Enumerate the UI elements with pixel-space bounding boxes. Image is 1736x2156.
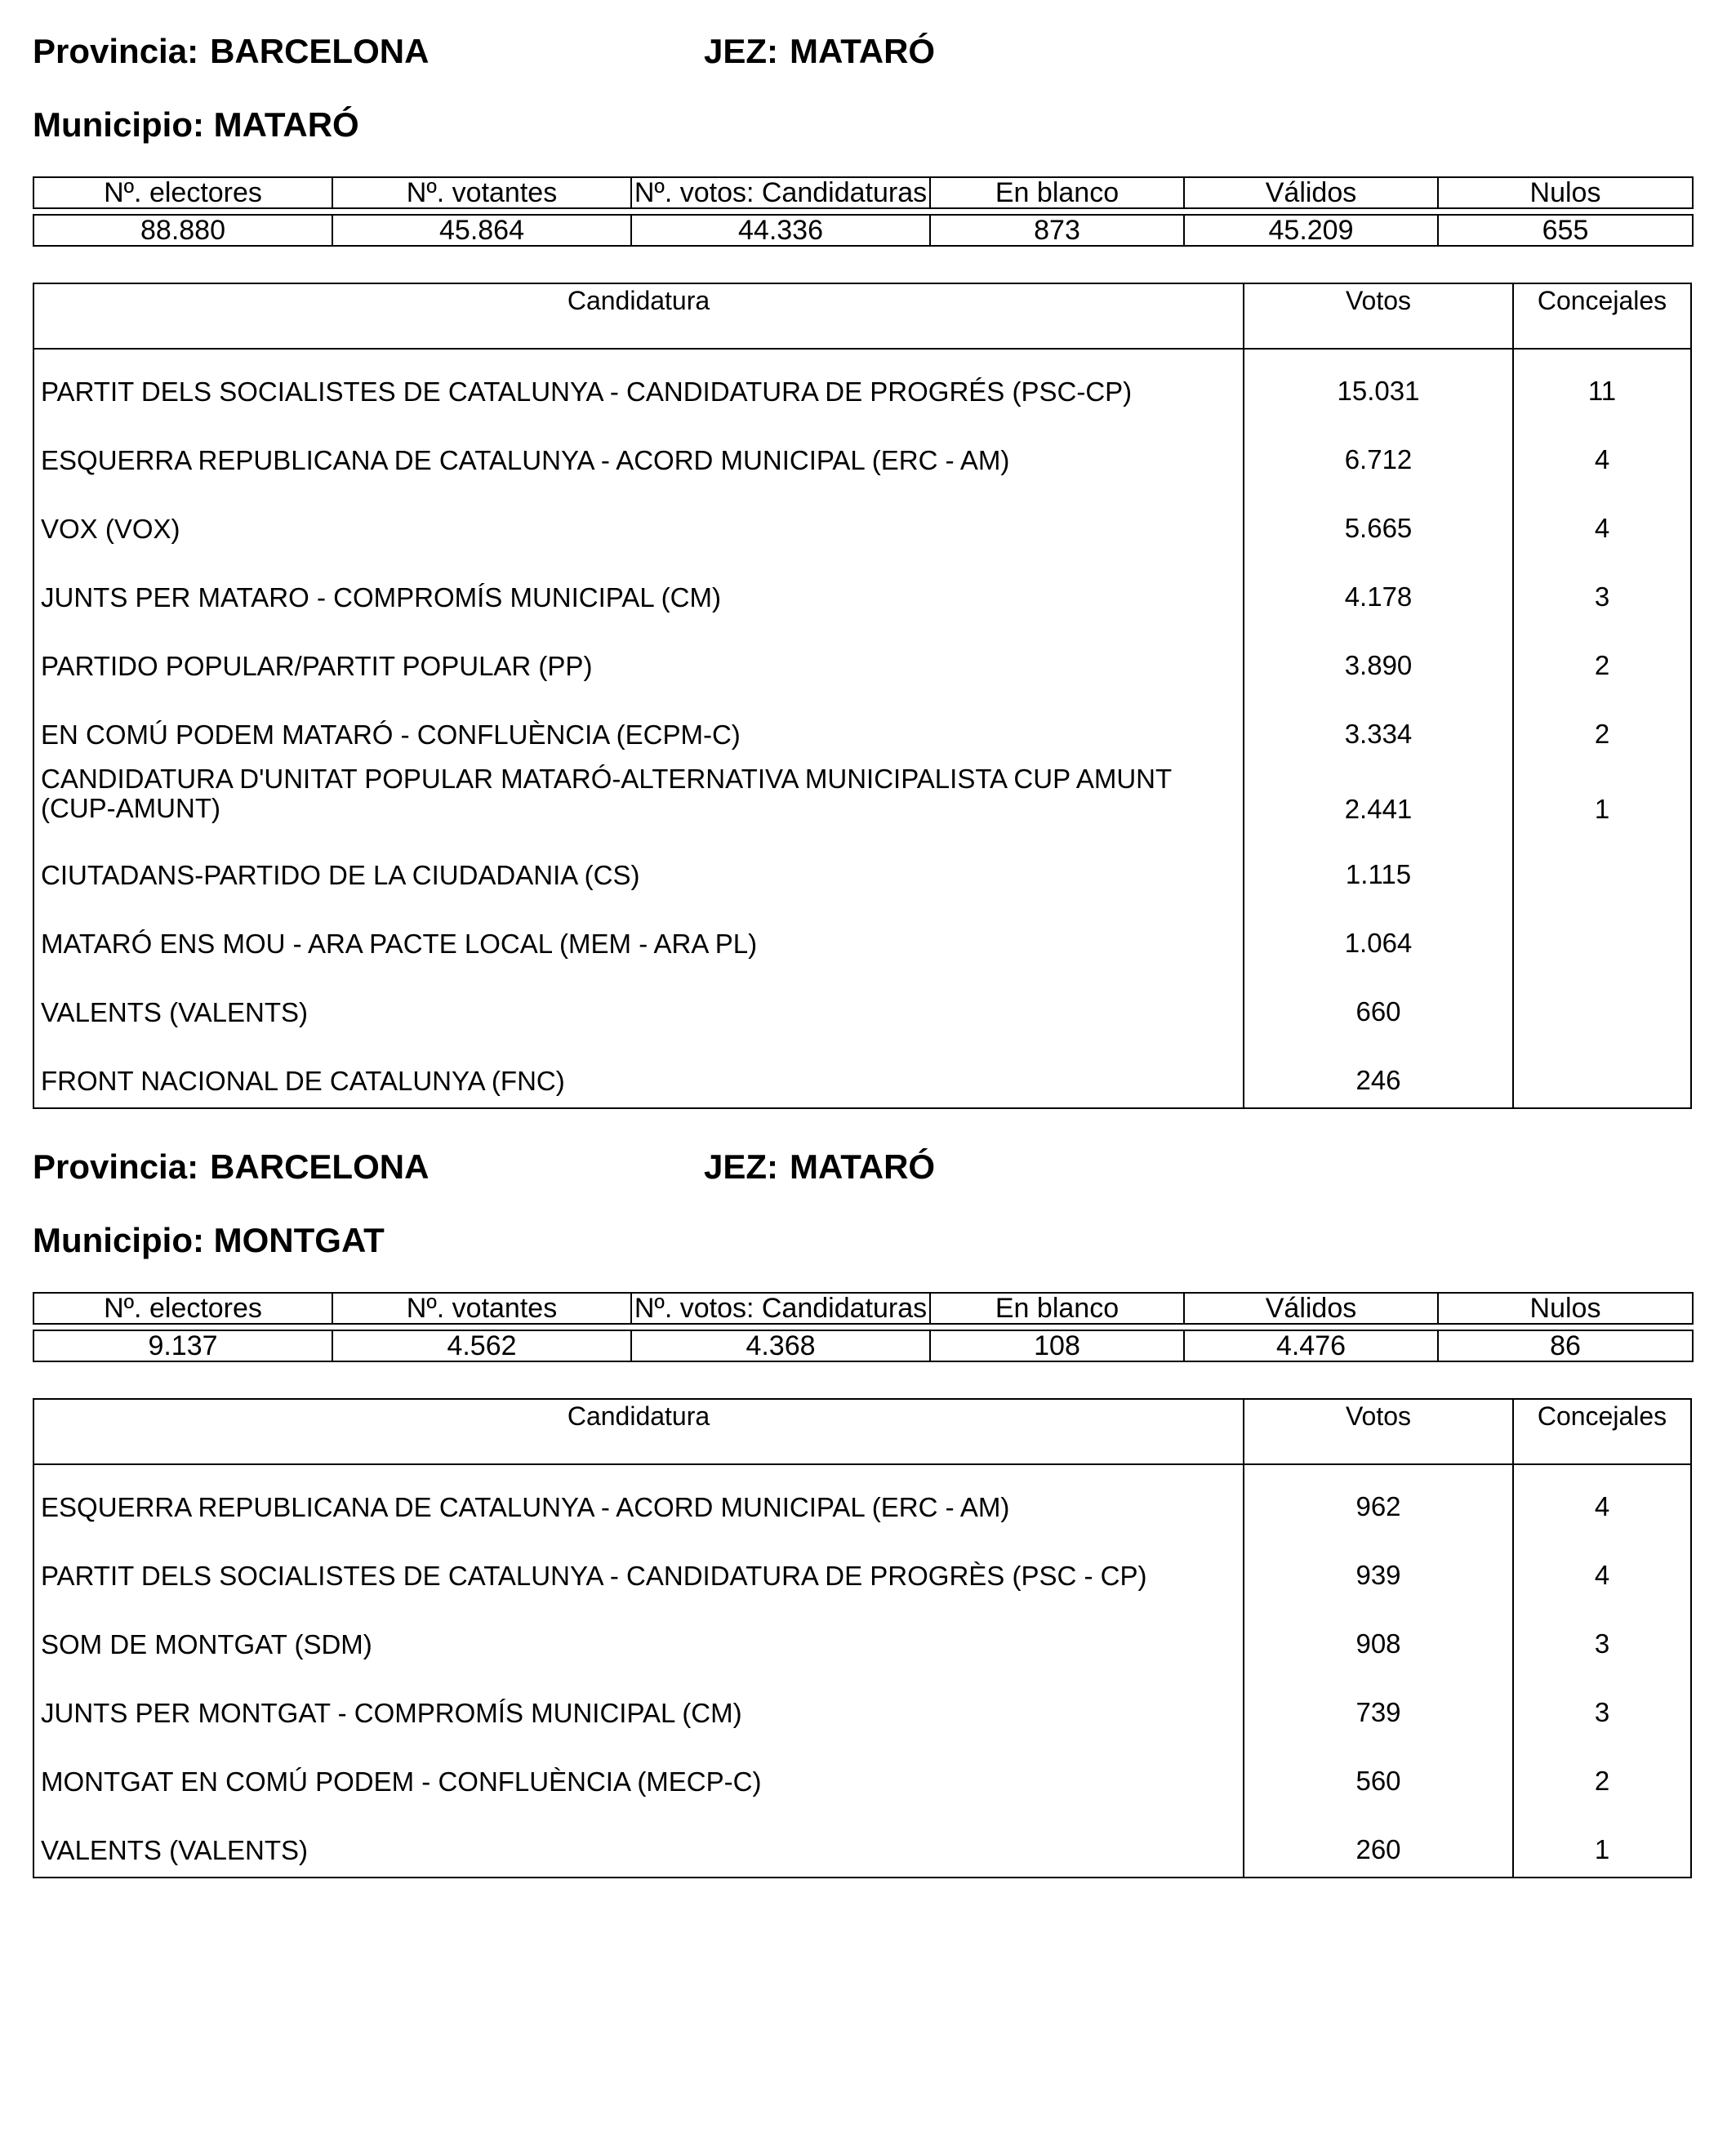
candidate-name: ESQUERRA REPUBLICANA DE CATALUNYA - ACORD MUNICIPAL (ERC - AM) <box>34 1465 1244 1534</box>
summary-header: Válidos <box>1184 177 1438 208</box>
candidate-seats <box>1514 833 1690 902</box>
candidate-name: MATARÓ ENS MOU - ARA PACTE LOCAL (MEM - ARA PL) <box>34 902 1244 970</box>
jez-heading <box>704 1147 935 1187</box>
candidate-votes: 908 <box>1244 1602 1514 1671</box>
candidate-name: SOM DE MONTGAT (SDM) <box>34 1602 1244 1671</box>
summary-electores: 88.880 <box>33 215 332 246</box>
table-row <box>34 833 1690 902</box>
candidate-votes: 3.890 <box>1244 624 1514 693</box>
summary-header-row <box>33 1293 1693 1324</box>
summary-value-row <box>33 1330 1693 1361</box>
provincia-heading <box>33 1147 429 1187</box>
candidate-seats: 3 <box>1594 581 1610 612</box>
header-candidatura: Candidatura <box>34 284 1244 348</box>
summary-header: Nulos <box>1438 177 1693 208</box>
candidate-name: PARTIT DELS SOCIALISTES DE CATALUNYA - CANDIDATURA DE PROGRÈS (PSC - CP) <box>34 1534 1244 1602</box>
summary-votos-candidaturas: 44.336 <box>631 215 930 246</box>
summary-en-blanco: 108 <box>930 1330 1184 1361</box>
jez-value: MATARÓ <box>790 32 936 70</box>
summary-en-blanco: 873 <box>930 215 1184 246</box>
summary-header: Nº. votantes <box>332 1293 631 1324</box>
summary-header: En blanco <box>930 1293 1184 1324</box>
candidate-votes: 246 <box>1244 1039 1514 1107</box>
table-row <box>34 1534 1690 1602</box>
candidate-votes: 260 <box>1244 1808 1514 1877</box>
table-row <box>34 487 1690 555</box>
candidate-seats: 4 <box>1594 513 1610 543</box>
municipio-value: MONTGAT <box>213 1221 385 1259</box>
candidate-seats: 1 <box>1594 794 1610 824</box>
candidates-header-row <box>34 284 1690 350</box>
summary-votantes: 4.562 <box>332 1330 631 1361</box>
provincia-value: BARCELONA <box>210 1147 430 1186</box>
candidate-seats: 2 <box>1594 650 1610 680</box>
table-row <box>34 1602 1690 1671</box>
provincia-heading <box>33 31 429 72</box>
table-row <box>34 1671 1690 1740</box>
summary-value-row <box>33 215 1693 246</box>
candidate-seats: 2 <box>1594 1766 1610 1796</box>
table-row <box>34 761 1690 833</box>
municipio-value: MATARÓ <box>213 105 359 144</box>
candidate-seats: 3 <box>1594 1628 1610 1659</box>
header-votos: Votos <box>1244 1400 1514 1463</box>
header-concejales: Concejales <box>1537 286 1667 315</box>
municipio-heading <box>33 1220 385 1261</box>
candidate-votes: 939 <box>1244 1534 1514 1602</box>
candidates-table <box>33 1398 1692 1878</box>
jez-label: JEZ: <box>704 1147 779 1186</box>
table-row <box>34 624 1690 693</box>
candidate-votes: 660 <box>1244 970 1514 1039</box>
summary-nulos: 655 <box>1438 215 1693 246</box>
provincia-value: BARCELONA <box>210 32 430 70</box>
candidate-seats: 3 <box>1594 1697 1610 1727</box>
table-row <box>34 1808 1690 1877</box>
candidate-seats <box>1514 970 1690 1039</box>
candidate-seats: 2 <box>1594 719 1610 749</box>
candidate-votes: 1.115 <box>1244 833 1514 902</box>
summary-header: En blanco <box>930 177 1184 208</box>
candidate-name: JUNTS PER MONTGAT - COMPROMÍS MUNICIPAL (CM) <box>34 1671 1244 1740</box>
summary-header: Nº. electores <box>33 177 332 208</box>
municipio-label: Municipio: <box>33 105 204 144</box>
candidate-name: JUNTS PER MATARO - COMPROMÍS MUNICIPAL (CM) <box>34 555 1244 624</box>
summary-validos: 45.209 <box>1184 215 1438 246</box>
summary-header-row <box>33 177 1693 208</box>
candidate-name: VALENTS (VALENTS) <box>34 970 1244 1039</box>
summary-electores: 9.137 <box>33 1330 332 1361</box>
summary-header: Nº. votantes <box>332 177 631 208</box>
table-row <box>34 1740 1690 1808</box>
summary-header: Nº. electores <box>33 1293 332 1324</box>
candidate-name: MONTGAT EN COMÚ PODEM - CONFLUÈNCIA (MECP-C) <box>34 1740 1244 1808</box>
summary-votos-candidaturas: 4.368 <box>631 1330 930 1361</box>
jez-value: MATARÓ <box>790 1147 936 1186</box>
candidate-seats: 4 <box>1594 1491 1610 1521</box>
candidate-name: CIUTADANS-PARTIDO DE LA CIUDADANIA (CS) <box>34 833 1244 902</box>
candidate-seats: 4 <box>1594 1560 1610 1590</box>
summary-header: Válidos <box>1184 1293 1438 1324</box>
candidate-name: FRONT NACIONAL DE CATALUNYA (FNC) <box>34 1039 1244 1107</box>
candidate-name: ESQUERRA REPUBLICANA DE CATALUNYA - ACORD MUNICIPAL (ERC - AM) <box>34 418 1244 487</box>
candidate-votes: 5.665 <box>1244 487 1514 555</box>
provincia-label: Provincia: <box>33 32 199 70</box>
header-candidatura: Candidatura <box>34 1400 1244 1463</box>
candidate-seats <box>1514 1039 1690 1107</box>
candidate-seats: 1 <box>1594 1834 1610 1864</box>
summary-nulos: 86 <box>1438 1330 1693 1361</box>
candidate-votes: 1.064 <box>1244 902 1514 970</box>
table-row <box>34 350 1690 418</box>
table-row <box>34 693 1690 761</box>
candidate-votes: 4.178 <box>1244 555 1514 624</box>
candidates-table <box>33 283 1692 1109</box>
candidate-votes: 3.334 <box>1244 693 1514 761</box>
candidate-seats: 4 <box>1594 444 1610 474</box>
municipio-heading <box>33 105 359 145</box>
candidate-name: PARTIDO POPULAR/PARTIT POPULAR (PP) <box>34 624 1244 693</box>
candidate-name: VOX (VOX) <box>34 487 1244 555</box>
table-row <box>34 418 1690 487</box>
table-row <box>34 970 1690 1039</box>
jez-label: JEZ: <box>704 32 779 70</box>
header-votos: Votos <box>1244 284 1514 348</box>
jez-heading <box>704 31 935 72</box>
candidate-name: EN COMÚ PODEM MATARÓ - CONFLUÈNCIA (ECPM-C) <box>34 693 1244 761</box>
candidate-name: VALENTS (VALENTS) <box>34 1808 1244 1877</box>
summary-validos: 4.476 <box>1184 1330 1438 1361</box>
summary-header: Nº. votos: Candidaturas <box>631 1293 930 1324</box>
summary-table <box>33 176 1694 247</box>
candidate-votes: 962 <box>1244 1465 1514 1534</box>
summary-table <box>33 1292 1694 1362</box>
candidate-votes: 6.712 <box>1244 418 1514 487</box>
candidate-name: PARTIT DELS SOCIALISTES DE CATALUNYA - CANDIDATURA DE PROGRÉS (PSC-CP) <box>34 350 1244 418</box>
provincia-label: Provincia: <box>33 1147 199 1186</box>
candidate-seats: 11 <box>1587 376 1617 406</box>
candidate-votes: 2.441 <box>1244 761 1514 833</box>
candidate-name: CANDIDATURA D'UNITAT POPULAR MATARÓ-ALTERNATIVA MUNICIPALISTA CUP AMUNT (CUP-AMUNT) <box>34 761 1244 833</box>
candidate-seats <box>1514 902 1690 970</box>
table-row <box>34 1039 1690 1107</box>
candidate-votes: 15.031 <box>1244 350 1514 418</box>
summary-header: Nulos <box>1438 1293 1693 1324</box>
summary-header: Nº. votos: Candidaturas <box>631 177 930 208</box>
candidate-votes: 739 <box>1244 1671 1514 1740</box>
table-row <box>34 902 1690 970</box>
candidates-header-row <box>34 1400 1690 1465</box>
table-row <box>34 555 1690 624</box>
summary-votantes: 45.864 <box>332 215 631 246</box>
municipio-label: Municipio: <box>33 1221 204 1259</box>
header-concejales: Concejales <box>1537 1401 1667 1431</box>
table-row <box>34 1465 1690 1534</box>
candidate-votes: 560 <box>1244 1740 1514 1808</box>
